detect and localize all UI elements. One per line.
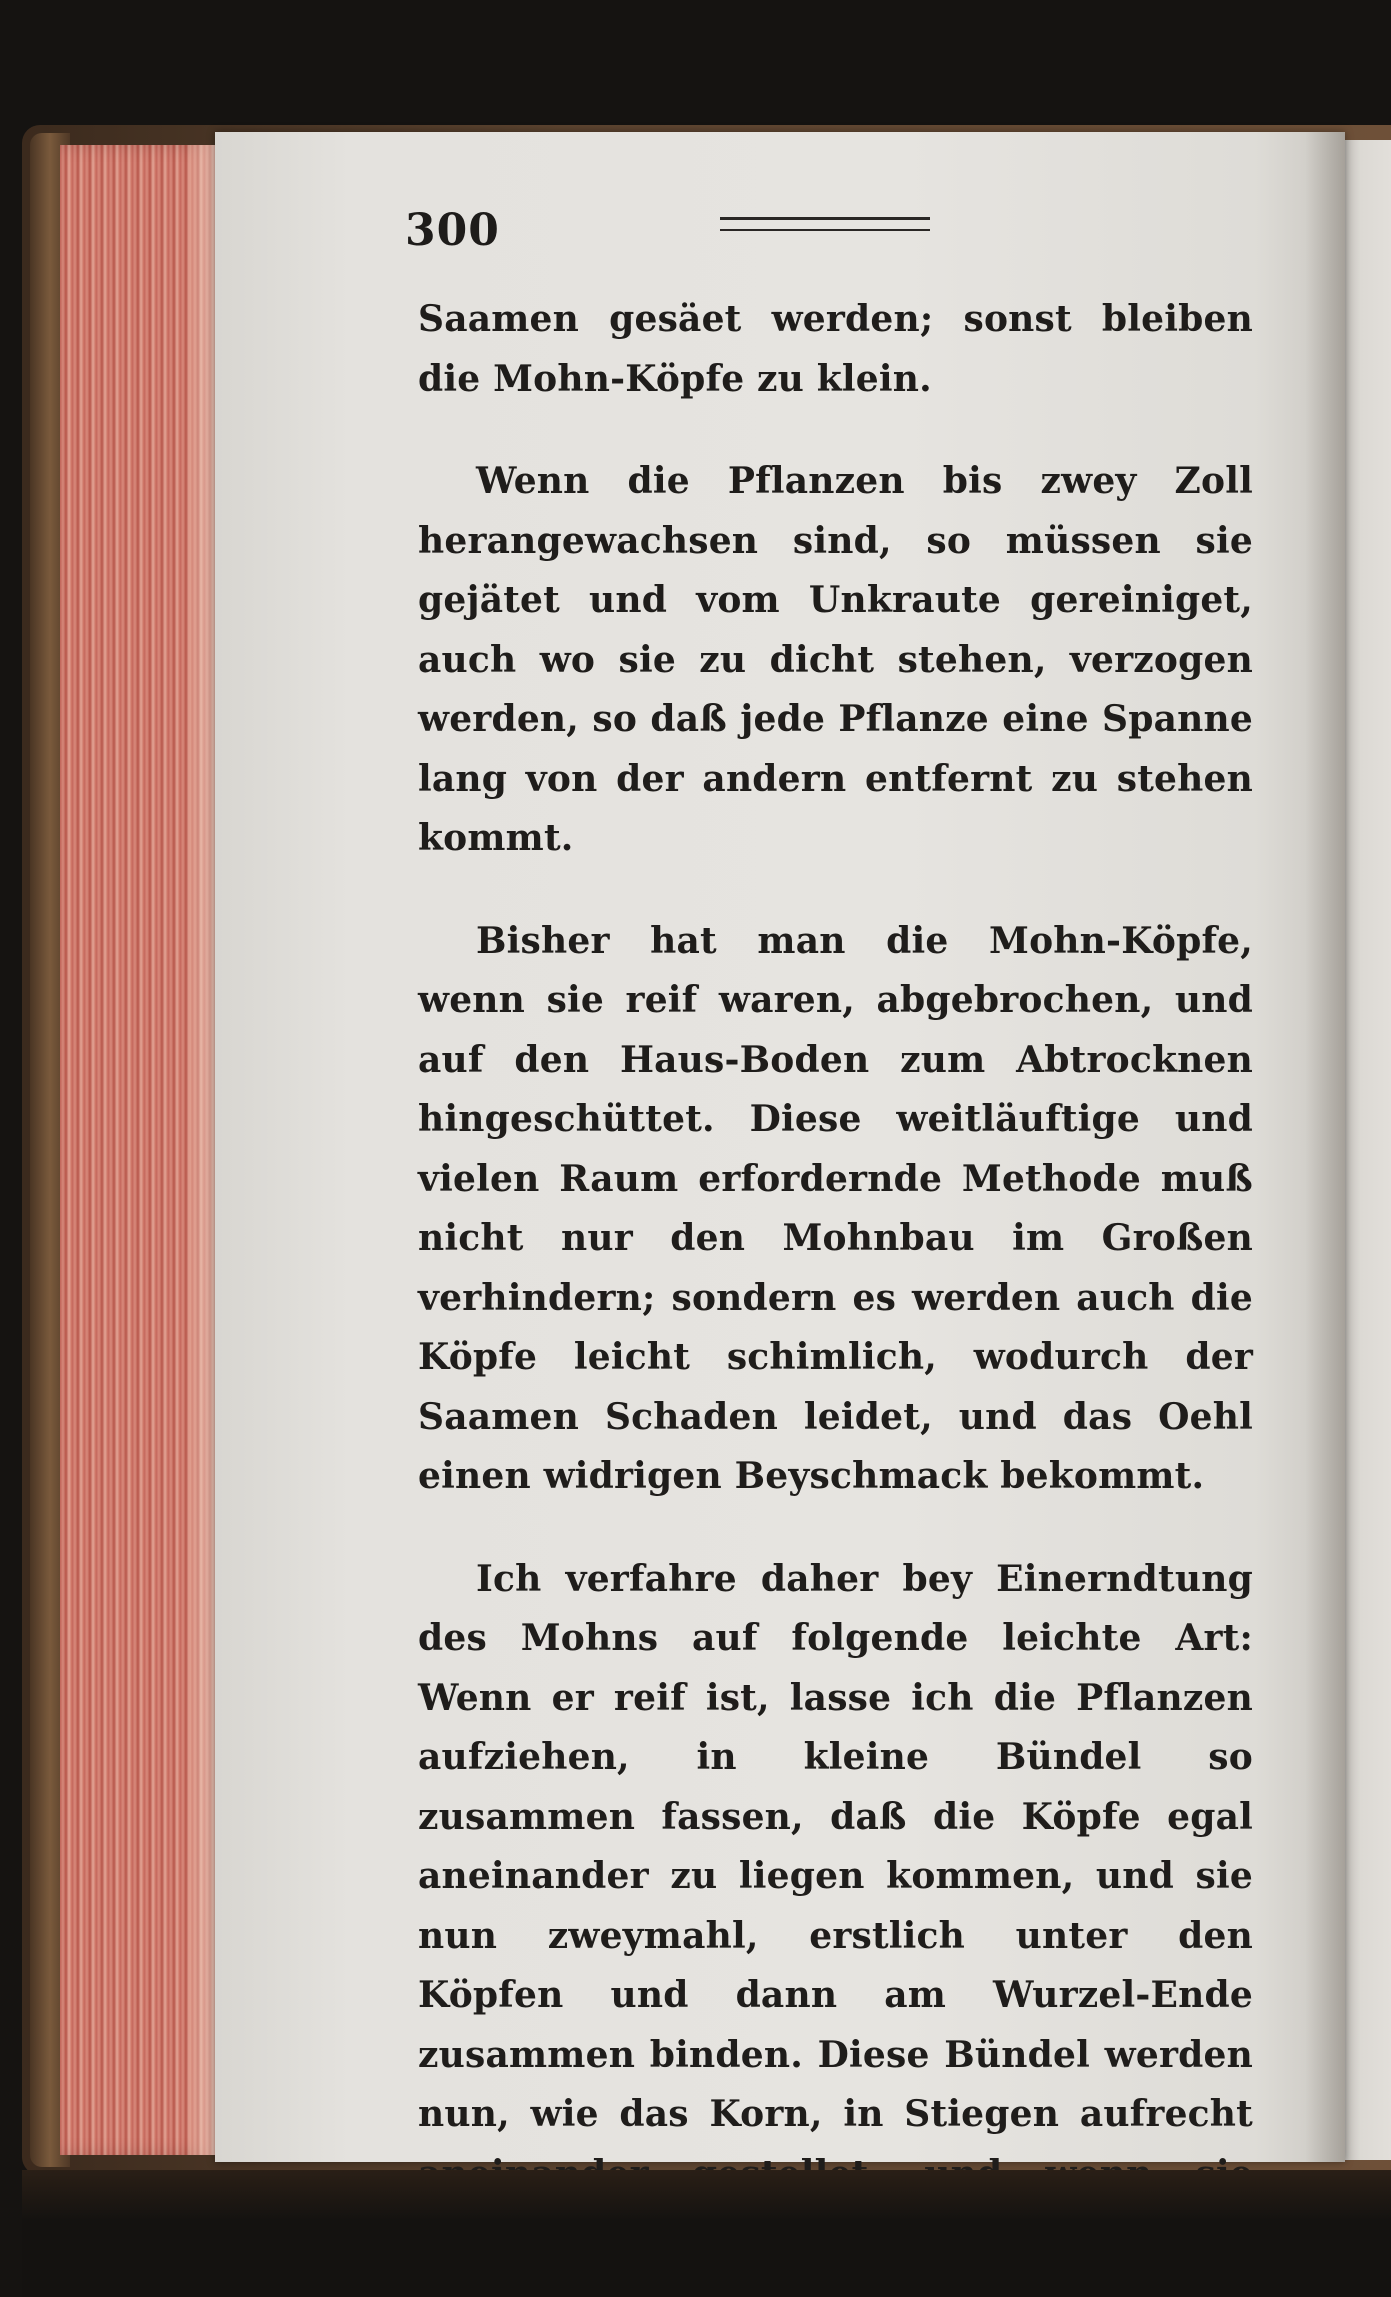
red-page-edges [60, 145, 220, 2155]
paragraph-4: Ich verfahre daher bey Einerndtung des Mohns auf folgende leichte Art: Wenn er reif ist, lasse ich die Pflanzen aufziehen, in kleine Bündel so zusammen fassen, daß die Köpfe egal aneinander zu liegen kommen, und sie nun zweymahl, erstlich unter den Köpfen und dann am Wurzel-Ende zusammen binden. Diese Bündel werden nun, wie das Korn, in Stiegen aufrecht [418, 1557, 1253, 2135]
bottom-shadow [22, 2170, 1391, 2297]
paragraph-2: Wenn die Pflanzen bis zwey Zoll herangewachsen sind, so müssen sie gejätet und vom Unkraute gereiniget, auch wo sie zu dicht stehen, verzogen werden, so daß jede Pflanze eine Spanne lang von der andern entfernt zu stehen kommt. [418, 460, 1253, 859]
page-gutter-shadow [1305, 132, 1345, 2162]
page-header [405, 205, 1265, 265]
facing-page [1340, 140, 1391, 2160]
header-rule [720, 217, 930, 231]
page-number: 300 [405, 205, 500, 256]
body-text [418, 290, 1253, 2264]
paragraph-1: Saamen gesäet werden; sonst bleiben die Mohn-Köpfe zu klein. [418, 298, 1253, 400]
paragraph-3: Bisher hat man die Mohn-Köpfe, wenn sie reif waren, abgebrochen, und auf den Haus-Boden zum Abtrocknen hingeschüttet. Diese weitläuftige und vielen Raum erfordernde Methode muß nicht nur den Mohnbau im Großen verhindern; sondern es werden auch die Köpfe leicht schimlich, wodurch der Saamen Schaden leidet, und das Oehl einen widrigen Beyschmack bekommt. [418, 919, 1253, 1497]
